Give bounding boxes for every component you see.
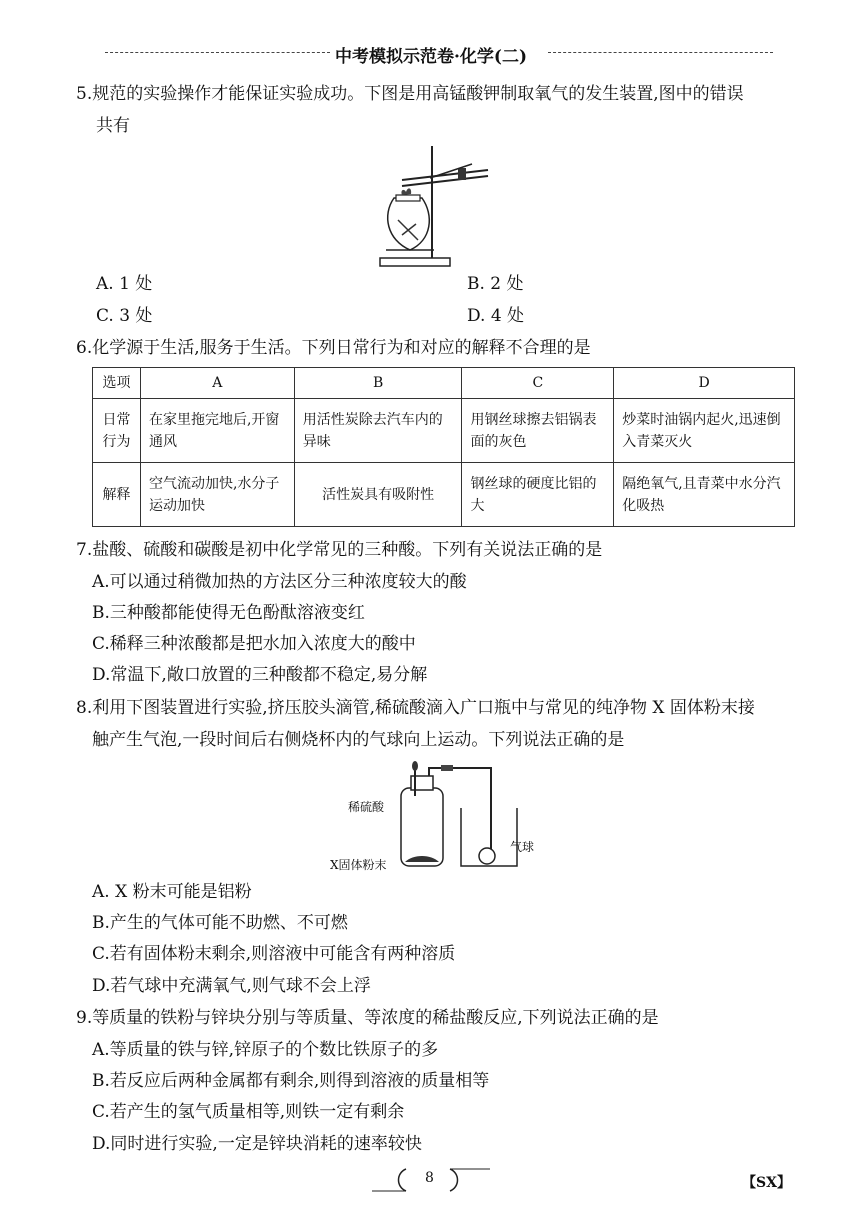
q7-option-b: B.三种酸都能使得无色酚酞溶液变红 [92,603,365,623]
q7-option-c: C.稀释三种浓酸都是把水加入浓度大的酸中 [92,634,416,654]
q8-option-d: D.若气球中充满氧气,则气球不会上浮 [92,976,371,996]
table-header-cell: B [294,368,462,399]
table-header-cell: C [462,368,614,399]
table-row [93,463,795,527]
label-balloon: 气球 [510,840,535,854]
q9-option-b: B.若反应后两种金属都有剩余,则得到溶液的质量相等 [92,1071,490,1091]
label-dilute-sulfuric-acid: 稀硫酸 [348,800,385,814]
table-header-cell: D [614,368,795,399]
row-label: 解释 [93,463,141,527]
table-cell: 隔绝氧气,且青菜中水分汽化吸热 [614,463,795,527]
q5-option-b: B. 2 处 [467,274,524,294]
q6-table [92,367,795,527]
q8-option-b: B.产生的气体可能不助燃、不可燃 [92,913,348,933]
row-label: 日常 行为 [93,399,141,463]
q6-stem: 6.化学源于生活,服务于生活。下列日常行为和对应的解释不合理的是 [76,338,591,358]
q7-stem: 7.盐酸、硫酸和碳酸是初中化学常见的三种酸。下列有关说法正确的是 [76,540,603,560]
page-number: 8 [425,1170,434,1186]
table-cell: 用活性炭除去汽车内的异味 [294,399,462,463]
q5-option-a: A. 1 处 [96,274,153,294]
table-cell: 炒菜时油锅内起火,迅速倒入青菜灭火 [614,399,795,463]
q9-option-c: C.若产生的氢气质量相等,则铁一定有剩余 [92,1102,405,1122]
q5-option-d: D. 4 处 [467,306,525,326]
table-cell: 用钢丝球擦去铝锅表面的灰色 [462,399,614,463]
q8-stem-line1: 8.利用下图装置进行实验,挤压胶头滴管,稀硫酸滴入广口瓶中与常见的纯净物 X 固体粉末接 [76,698,755,718]
label-x-powder: X固体粉末 [330,858,387,872]
q5-option-c: C. 3 处 [96,306,153,326]
q8-option-a: A. X 粉末可能是铝粉 [92,882,252,902]
q7-option-a: A.可以通过稍微加热的方法区分三种浓度较大的酸 [92,572,467,592]
q5-stem-line2: 共有 [96,116,130,136]
table-cell: 在家里拖完地后,开窗通风 [140,399,294,463]
header-rule-right [548,52,773,53]
q8-stem-line2: 触产生气泡,一段时间后右侧烧杯内的气球向上运动。下列说法正确的是 [92,730,625,750]
table-cell: 空气流动加快,水分子运动加快 [140,463,294,527]
page-header-title: 中考模拟示范卷·化学(二) [335,47,528,67]
oxygen-apparatus-figure [372,140,496,270]
footer-code: 【SX】 [742,1175,791,1191]
table-row [93,399,795,463]
q9-stem: 9.等质量的铁粉与锌块分别与等质量、等浓度的稀盐酸反应,下列说法正确的是 [76,1008,659,1028]
q9-option-a: A.等质量的铁与锌,锌原子的个数比铁原子的多 [92,1040,439,1060]
table-header-cell: A [140,368,294,399]
table-cell: 活性炭具有吸附性 [294,463,462,527]
table-header-cell: 选项 [93,368,141,399]
q8-option-c: C.若有固体粉末剩余,则溶液中可能含有两种溶质 [92,944,456,964]
header-rule-left [105,52,330,53]
table-cell: 钢丝球的硬度比铝的大 [462,463,614,527]
table-header-row [93,368,795,399]
q9-option-d: D.同时进行实验,一定是锌块消耗的速率较快 [92,1134,422,1154]
q7-option-d: D.常温下,敞口放置的三种酸都不稳定,易分解 [92,665,428,685]
q5-stem-line1: 5.规范的实验操作才能保证实验成功。下图是用高锰酸钾制取氧气的发生装置,图中的错误 [76,84,744,104]
